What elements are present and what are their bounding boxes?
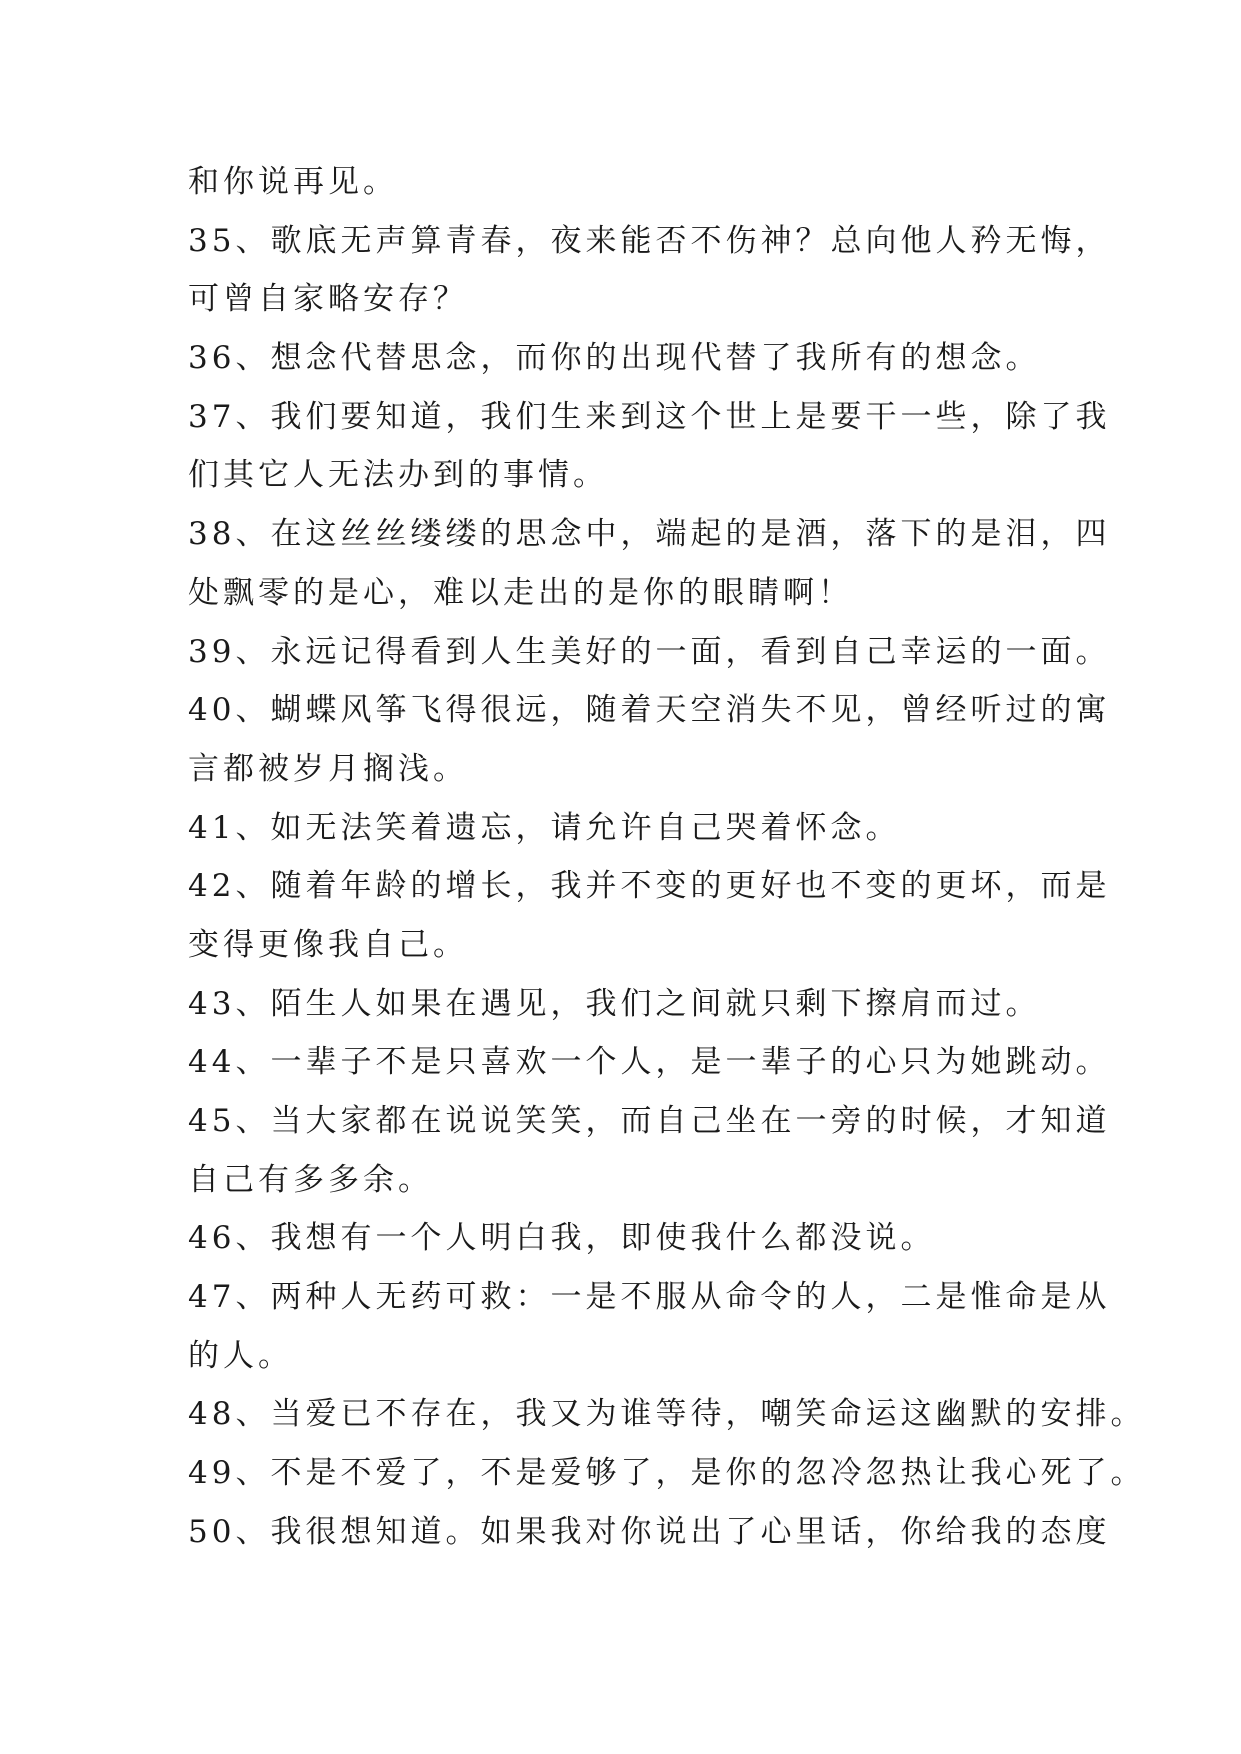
text-line: 可曾自家略安存？ (188, 281, 468, 318)
text-line: 39、永远记得看到人生美好的一面，看到自己幸运的一面。 (188, 633, 1111, 670)
text-line: 41、如无法笑着遗忘，请允许自己哭着怀念。 (188, 809, 901, 846)
text-line: 自己有多多余。 (188, 1161, 433, 1198)
text-line: 45、当大家都在说说笑笑，而自己坐在一旁的时候，才知道 (188, 1103, 1111, 1139)
text-line: 44、一辈子不是只喜欢一个人，是一辈子的心只为她跳动。 (188, 1044, 1111, 1081)
text-line: 38、在这丝丝缕缕的思念中，端起的是酒，落下的是泪，四 (188, 516, 1111, 553)
text-line: 的人。 (188, 1337, 293, 1374)
text-line: 46、我想有一个人明白我，即使我什么都没说。 (188, 1220, 936, 1257)
text-line: 言都被岁月搁浅。 (188, 750, 468, 787)
text-line: 42、随着年龄的增长，我并不变的更好也不变的更坏，而是 (188, 868, 1111, 905)
text-line: 们其它人无法办到的事情。 (188, 457, 608, 494)
text-line: 47、两种人无药可救：一是不服从命令的人，二是惟命是从 (188, 1279, 1111, 1316)
text-line: 48、当爱已不存在，我又为谁等待，嘲笑命运这幽默的安排。 (188, 1396, 1146, 1433)
text-line: 变得更像我自己。 (188, 926, 468, 963)
text-line: 40、蝴蝶风筝飞得很远，随着天空消失不见，曾经听过的寓 (188, 692, 1111, 729)
text-line: 49、不是不爱了，不是爱够了，是你的忽冷忽热让我心死了。 (188, 1455, 1146, 1492)
text-line: 50、我很想知道。如果我对你说出了心里话，你给我的态度 (188, 1513, 1111, 1550)
text-body (188, 153, 1146, 1562)
text-line: 37、我们要知道，我们生来到这个世上是要干一些，除了我 (188, 398, 1111, 435)
text-line: 处飘零的是心，难以走出的是你的眼睛啊！ (188, 574, 853, 611)
text-line: 35、歌底无声算青春，夜来能否不伤神？总向他人矜无悔， (188, 222, 1111, 259)
text-line: 和你说再见。 (188, 164, 398, 200)
text-line: 36、想念代替思念，而你的出现代替了我所有的想念。 (188, 340, 1041, 377)
text-line: 43、陌生人如果在遇见，我们之间就只剩下擦肩而过。 (188, 985, 1041, 1022)
